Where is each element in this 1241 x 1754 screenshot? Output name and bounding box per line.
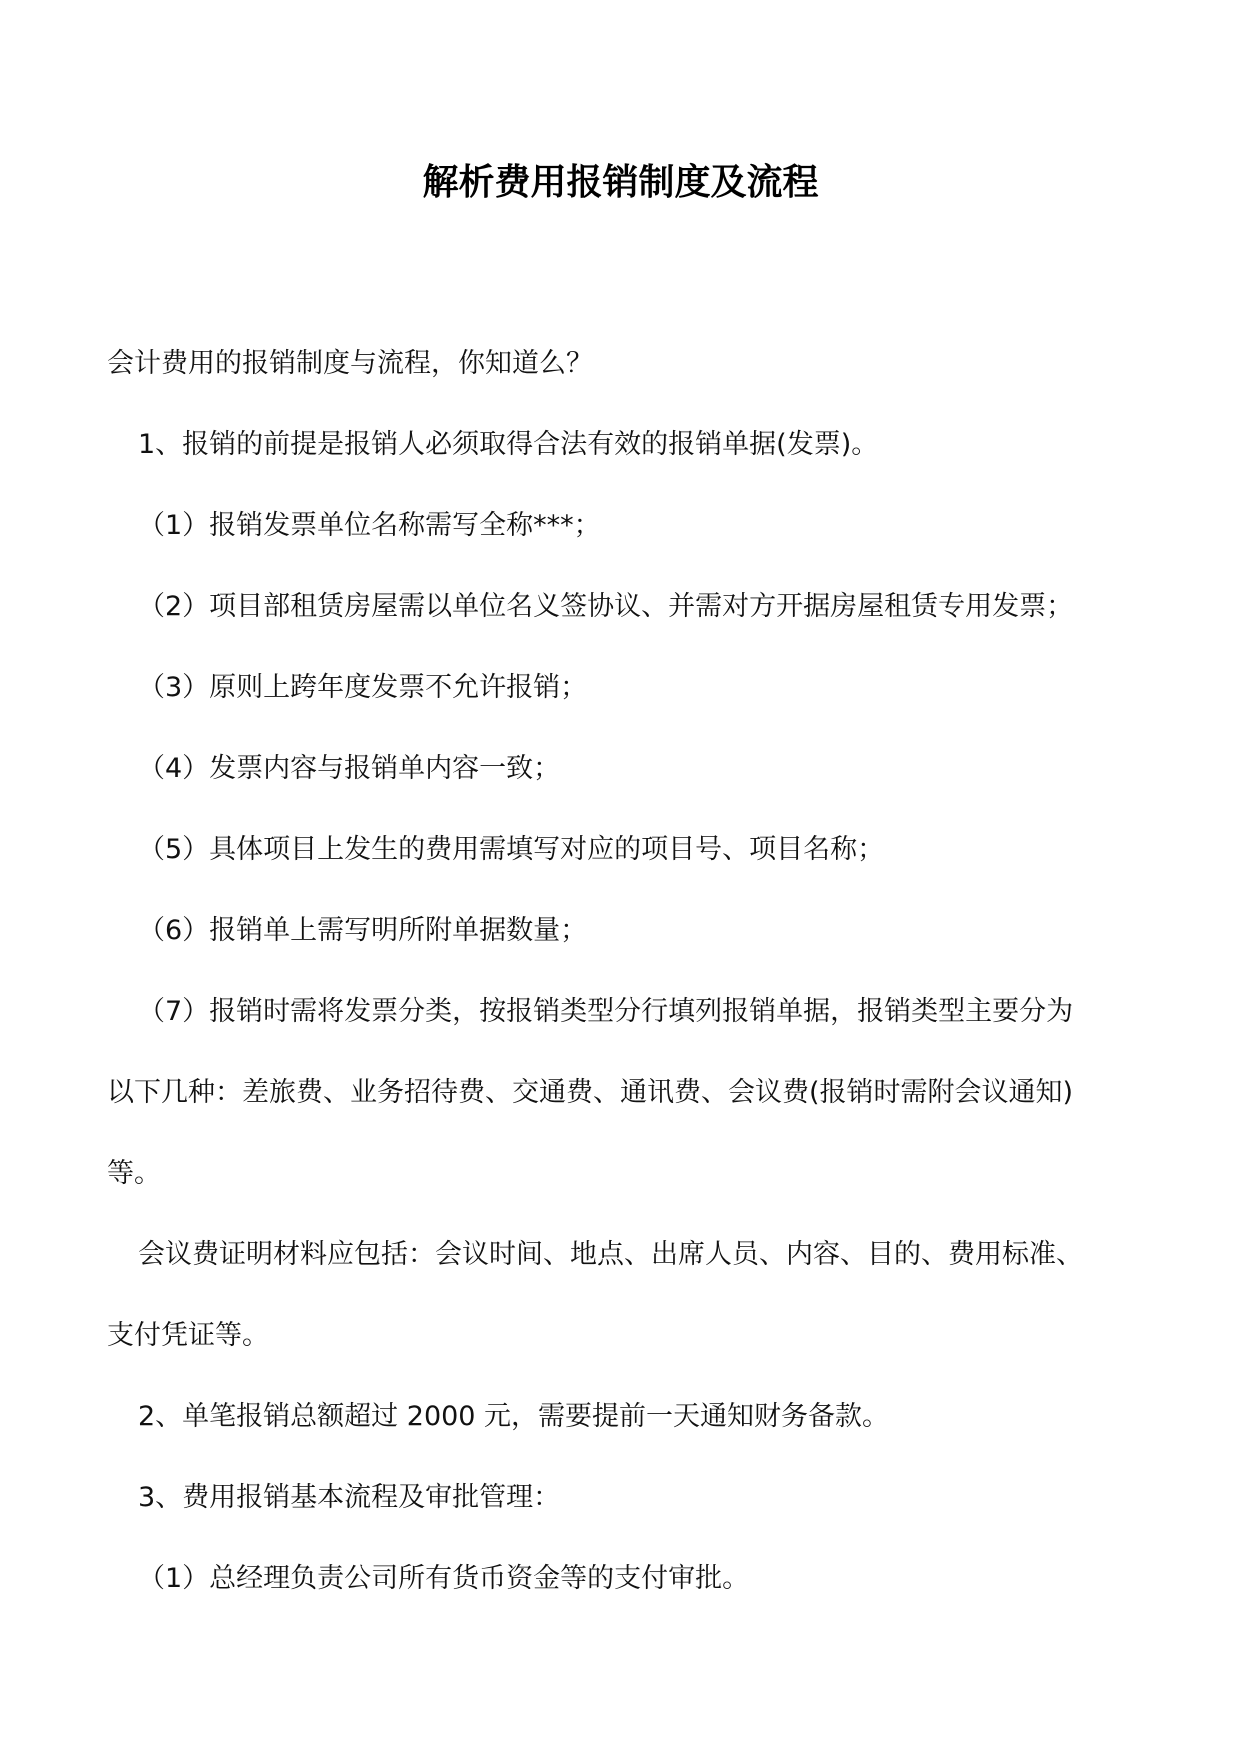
rule-item-7-line-2: 以下几种：差旅费、业务招待费、交通费、通讯费、会议费(报销时需附会议通知) (107, 1077, 1074, 1108)
document-title: 解析费用报销制度及流程 (422, 162, 819, 203)
approval-item-1: （1）总经理负责公司所有货币资金等的支付审批。 (138, 1563, 750, 1594)
section-3-heading: 3、费用报销基本流程及审批管理： (138, 1482, 561, 1513)
meeting-fee-note-line-2: 支付凭证等。 (107, 1320, 269, 1351)
rule-item-5: （5）具体项目上发生的费用需填写对应的项目号、项目名称； (138, 834, 885, 865)
rule-item-4: （4）发票内容与报销单内容一致； (138, 753, 561, 784)
rule-item-3: （3）原则上跨年度发票不允许报销； (138, 672, 588, 703)
rule-item-2: （2）项目部租赁房屋需以单位名义签协议、并需对方开据房屋租赁专用发票； (138, 591, 1074, 622)
rule-item-1: （1）报销发票单位名称需写全称***； (138, 510, 601, 541)
section-1-heading: 1、报销的前提是报销人必须取得合法有效的报销单据(发票)。 (138, 429, 879, 460)
section-2-paragraph: 2、单笔报销总额超过 2000 元，需要提前一天通知财务备款。 (138, 1401, 890, 1432)
rule-item-7-line-3: 等。 (107, 1158, 161, 1189)
rule-item-7-line-1: （7）报销时需将发票分类，按报销类型分行填列报销单据，报销类型主要分为 (138, 996, 1074, 1027)
rule-item-6: （6）报销单上需写明所附单据数量； (138, 915, 588, 946)
meeting-fee-note-line-1: 会议费证明材料应包括：会议时间、地点、出席人员、内容、目的、费用标准、 (138, 1239, 1083, 1270)
intro-question: 会计费用的报销制度与流程，你知道么？ (107, 348, 593, 379)
